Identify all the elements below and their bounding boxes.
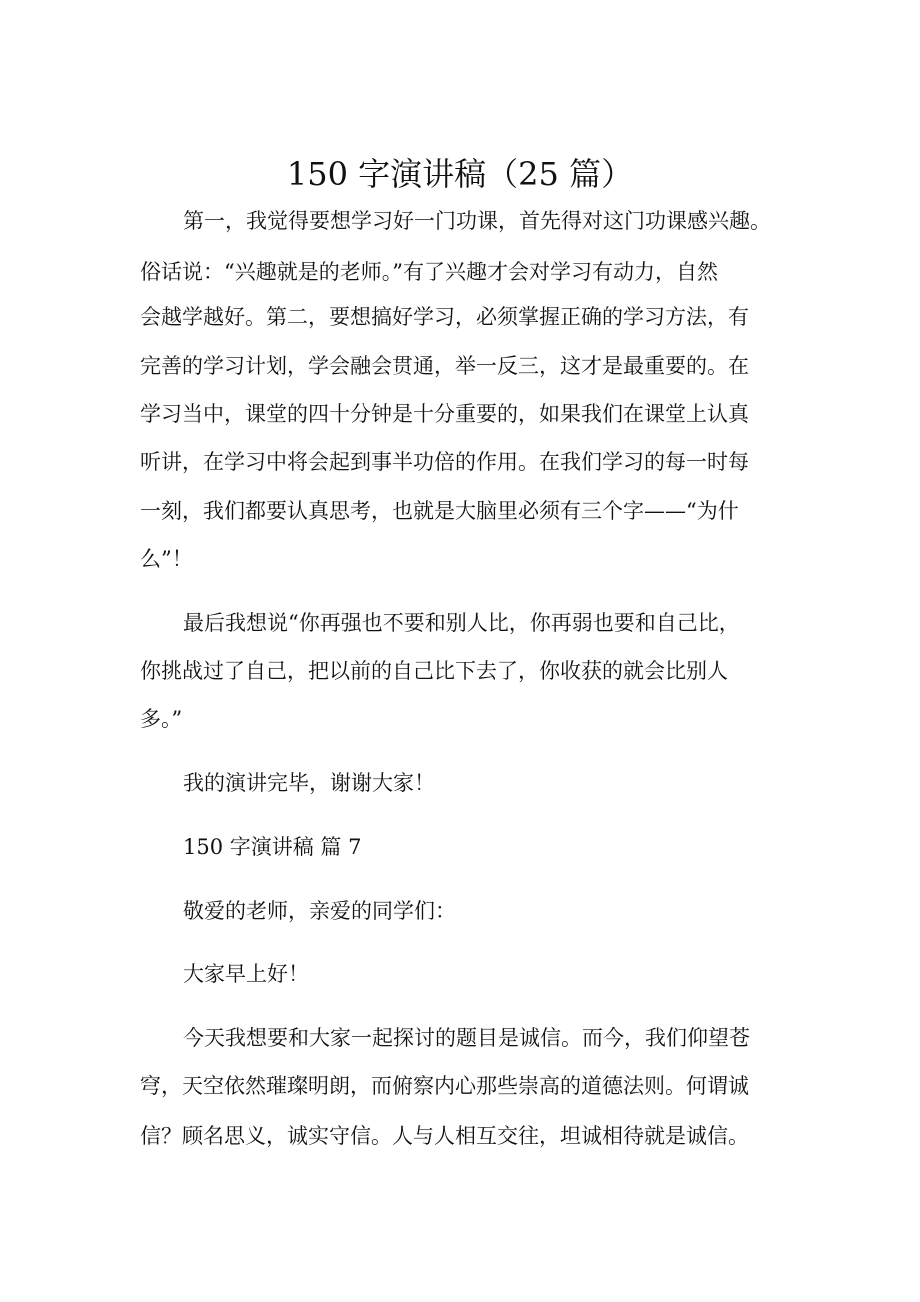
paragraph-line: 今天我想要和大家一起探讨的题目是诚信。而今，我们仰望苍: [183, 1026, 750, 1050]
paragraph-line: 第一，我觉得要想学习好一门功课，首先得对这门功课感兴趣。: [183, 209, 771, 233]
paragraph-line: 信？顾名思义，诚实守信。人与人相互交往，坦诚相待就是诚信。: [140, 1124, 749, 1148]
paragraph-line: 你挑战过了自己，把以前的自己比下去了，你收获的就会比别人: [140, 659, 728, 683]
paragraph-line: 穹，天空依然璀璨明朗，而俯察内心那些崇高的道德法则。何谓诚: [140, 1074, 749, 1098]
paragraph-line: 完善的学习计划，学会融会贯通，举一反三，这才是最重要的。在: [140, 354, 749, 378]
paragraph-line: 么”！: [140, 547, 193, 571]
paragraph-line: 我的演讲完毕，谢谢大家！: [183, 771, 435, 795]
paragraph-line: 一刻，我们都要认真思考，也就是大脑里必须有三个字——“为什: [140, 499, 739, 523]
paragraph-line: 多。”: [140, 707, 183, 731]
paragraph-line: 俗话说：“兴趣就是的老师。”有了兴趣才会对学习有动力，自然: [140, 260, 718, 284]
paragraph-line: 最后我想说“你再强也不要和别人比，你再弱也要和自己比，: [183, 611, 740, 635]
paragraph-line: 学习当中，课堂的四十分钟是十分重要的，如果我们在课堂上认真: [140, 402, 749, 426]
paragraph-line: 听讲，在学习中将会起到事半功倍的作用。在我们学习的每一时每: [140, 450, 749, 474]
paragraph-line: 大家早上好！: [183, 962, 309, 986]
section-heading: 150 字演讲稿 篇 7: [183, 835, 362, 859]
document-title: 150 字演讲稿（25 篇）: [286, 155, 634, 193]
paragraph-line: 敬爱的老师，亲爱的同学们：: [183, 899, 456, 923]
paragraph-line: 会越学越好。第二，要想搞好学习，必须掌握正确的学习方法，有: [140, 305, 749, 329]
